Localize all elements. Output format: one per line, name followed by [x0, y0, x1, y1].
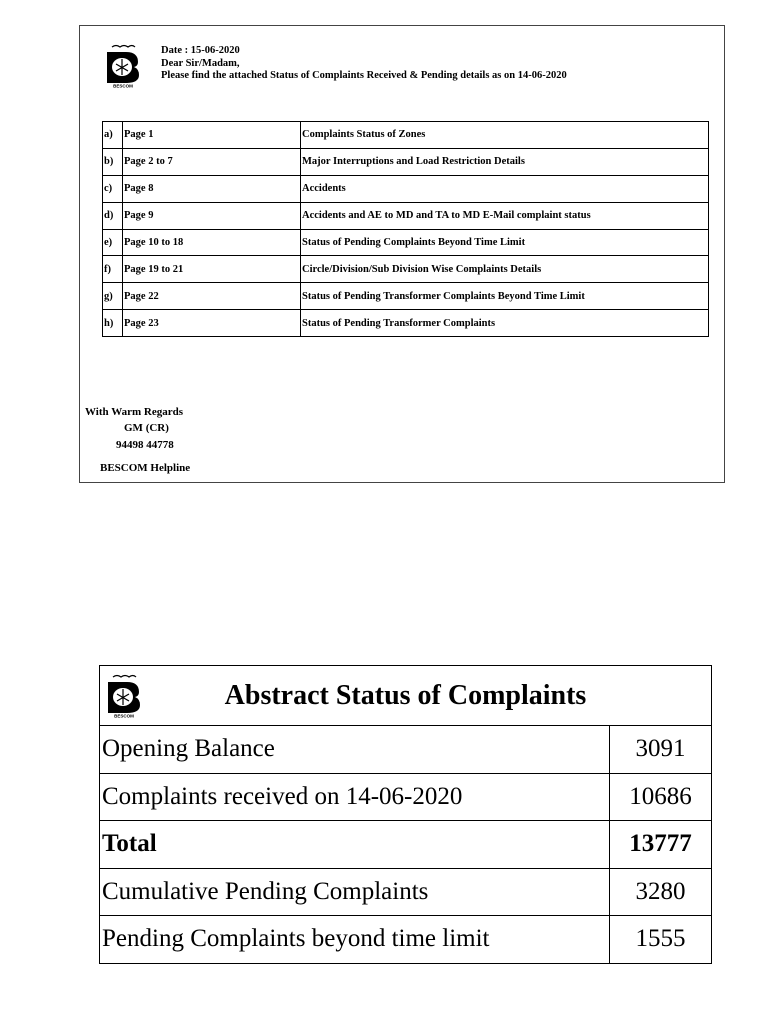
total-row	[100, 821, 712, 869]
table-row	[100, 773, 712, 821]
index-letter: h)	[103, 310, 123, 337]
table-row	[103, 310, 709, 337]
phone-number: 94498 44778	[116, 439, 174, 451]
page-index-table	[102, 121, 709, 337]
index-page: Page 22	[123, 283, 301, 310]
row-value: 3091	[610, 726, 712, 774]
row-value: 10686	[610, 773, 712, 821]
index-description: Status of Pending Complaints Beyond Time Limit	[301, 229, 709, 256]
abstract-title: Abstract Status of Complaints	[224, 679, 587, 711]
abstract-title-row	[100, 666, 712, 726]
index-description: Complaints Status of Zones	[301, 122, 709, 149]
letter-intro: Please find the attached Status of Complaints Received & Pending details as on 14-06-2020	[161, 70, 567, 81]
table-row	[103, 283, 709, 310]
index-page: Page 19 to 21	[123, 256, 301, 283]
designation-text: GM (CR)	[124, 422, 169, 434]
index-description: Circle/Division/Sub Division Wise Complaints Details	[301, 256, 709, 283]
index-letter: c)	[103, 175, 123, 202]
table-row	[103, 256, 709, 283]
row-label: Complaints received on 14-06-2020	[100, 773, 610, 821]
letter-date: Date : 15-06-2020	[161, 45, 240, 56]
index-letter: b)	[103, 148, 123, 175]
row-label: Opening Balance	[100, 726, 610, 774]
row-value: 1555	[610, 916, 712, 964]
index-description: Status of Pending Transformer Complaints Beyond Time Limit	[301, 283, 709, 310]
row-value: 13777	[610, 821, 712, 869]
index-description: Status of Pending Transformer Complaints	[301, 310, 709, 337]
table-row	[103, 175, 709, 202]
row-value: 3280	[610, 868, 712, 916]
index-page: Page 1	[123, 122, 301, 149]
table-row	[100, 916, 712, 964]
table-row	[103, 202, 709, 229]
signature-text: BESCOM Helpline	[100, 462, 191, 474]
row-label: Cumulative Pending Complaints	[100, 868, 610, 916]
bescom-logo-icon	[104, 44, 142, 88]
index-page: Page 8	[123, 175, 301, 202]
letter-header	[161, 45, 567, 83]
regards-text: With Warm Regards	[85, 406, 183, 418]
table-row	[103, 229, 709, 256]
abstract-status-table	[99, 665, 712, 964]
index-letter: d)	[103, 202, 123, 229]
index-description: Accidents	[301, 175, 709, 202]
svg-text:BESCOM: BESCOM	[114, 713, 134, 718]
index-description: Major Interruptions and Load Restriction Details	[301, 148, 709, 175]
svg-text:BESCOM: BESCOM	[113, 83, 133, 88]
index-letter: f)	[103, 256, 123, 283]
index-page: Page 10 to 18	[123, 229, 301, 256]
table-row	[100, 868, 712, 916]
table-row	[103, 148, 709, 175]
index-page: Page 23	[123, 310, 301, 337]
cover-letter	[79, 25, 725, 483]
index-description: Accidents and AE to MD and TA to MD E-Mail complaint status	[301, 202, 709, 229]
index-letter: a)	[103, 122, 123, 149]
table-row	[103, 122, 709, 149]
letter-salutation: Dear Sir/Madam,	[161, 57, 240, 69]
index-letter: g)	[103, 283, 123, 310]
index-page: Page 2 to 7	[123, 148, 301, 175]
index-letter: e)	[103, 229, 123, 256]
table-row	[100, 726, 712, 774]
row-label: Total	[100, 821, 610, 869]
row-label: Pending Complaints beyond time limit	[100, 916, 610, 964]
index-page: Page 9	[123, 202, 301, 229]
